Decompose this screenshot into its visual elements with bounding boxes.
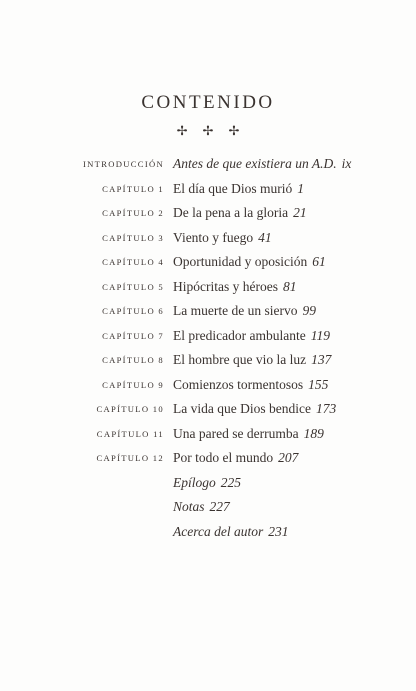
page-number: 61 [312, 254, 326, 269]
chapter-title: Viento y fuego [173, 229, 254, 245]
entry-line [173, 377, 328, 393]
toc-entry [0, 377, 416, 402]
toc-entry [0, 279, 416, 304]
toc-entry [0, 524, 416, 549]
chapter-title: Comienzos tormentosos [173, 376, 304, 392]
entry-line [173, 303, 316, 319]
chapter-title: Antes de que existiera un A.D. [173, 156, 337, 171]
entry-line [173, 524, 288, 540]
entry-line [173, 230, 272, 246]
toc-entry [0, 303, 416, 328]
chapter-label: CAPÍTULO 8 [102, 355, 164, 365]
chapter-label: CAPÍTULO 3 [102, 232, 164, 243]
chapter-label: CAPÍTULO 4 [102, 257, 164, 267]
cross-icon: ✢ [228, 124, 240, 139]
cross-ornament [0, 124, 416, 139]
page-number: 231 [268, 523, 289, 539]
page-number: 225 [220, 474, 241, 490]
toc-entry [0, 205, 416, 230]
page-number: 155 [308, 376, 329, 392]
page-number: 137 [311, 352, 332, 367]
chapter-title: Notas [173, 499, 205, 514]
page-number: 207 [278, 450, 299, 465]
entry-line [173, 426, 324, 442]
toc-entry [0, 328, 416, 353]
page-number: 189 [303, 425, 324, 441]
page-number: 81 [282, 278, 297, 294]
entry-line [173, 279, 296, 295]
chapter-title: Acerca del autor [173, 523, 264, 539]
chapter-label: INTRODUCCIÓN [82, 159, 164, 169]
chapter-title: Por todo el mundo [173, 450, 274, 465]
chapter-title: La muerte de un siervo [173, 303, 298, 318]
page-number: 21 [293, 205, 307, 220]
chapter-title: Hipócritas y héroes [173, 278, 278, 294]
cross-icon: ✢ [202, 124, 214, 139]
chapter-label: CAPÍTULO 10 [96, 404, 164, 414]
page-number: ix [341, 156, 352, 171]
page-number: 173 [315, 401, 337, 416]
entry-line [173, 450, 298, 466]
chapter-title: La vida que Dios bendice [173, 401, 311, 416]
entry-line [173, 352, 331, 368]
toc-entry [0, 450, 416, 475]
entry-line [173, 156, 351, 172]
chapter-title: Una pared se derrumba [173, 425, 299, 441]
chapter-title: El hombre que vio la luz [173, 352, 307, 367]
toc-entry [0, 181, 416, 206]
page-number: 1 [297, 180, 304, 196]
entry-line [173, 328, 330, 344]
chapter-label: CAPÍTULO 2 [102, 208, 164, 218]
page-number: 119 [310, 327, 330, 343]
chapter-label: CAPÍTULO 7 [102, 330, 164, 341]
chapter-label: CAPÍTULO 9 [102, 379, 164, 390]
entry-line [173, 205, 307, 221]
chapter-title: El predicador ambulante [173, 327, 306, 343]
page-number: 227 [209, 499, 230, 514]
chapter-title: Epílogo [173, 474, 216, 490]
toc-entry [0, 426, 416, 451]
page-number: 99 [302, 303, 316, 318]
entry-line [173, 254, 326, 270]
toc-entry [0, 230, 416, 255]
chapter-title: Oportunidad y oposición [173, 254, 308, 269]
chapter-label: CAPÍTULO 5 [102, 281, 164, 292]
page-number: 41 [258, 229, 272, 245]
chapter-title: El día que Dios murió [173, 180, 293, 196]
entry-line [173, 401, 336, 417]
toc-entry [0, 254, 416, 279]
toc-entry [0, 156, 416, 181]
cross-icon: ✢ [176, 124, 188, 139]
table-of-contents [0, 156, 416, 548]
toc-entry [0, 499, 416, 524]
chapter-title: De la pena a la gloria [173, 205, 289, 220]
entry-line [173, 181, 304, 197]
toc-entry [0, 475, 416, 500]
toc-entry [0, 401, 416, 426]
chapter-label: CAPÍTULO 6 [102, 306, 164, 316]
chapter-label: CAPÍTULO 1 [102, 183, 164, 194]
toc-entry [0, 352, 416, 377]
chapter-label: CAPÍTULO 11 [96, 428, 164, 439]
entry-line [173, 475, 241, 491]
page-title: CONTENIDO [141, 92, 275, 113]
entry-line [173, 499, 230, 515]
chapter-label: CAPÍTULO 12 [96, 453, 164, 463]
